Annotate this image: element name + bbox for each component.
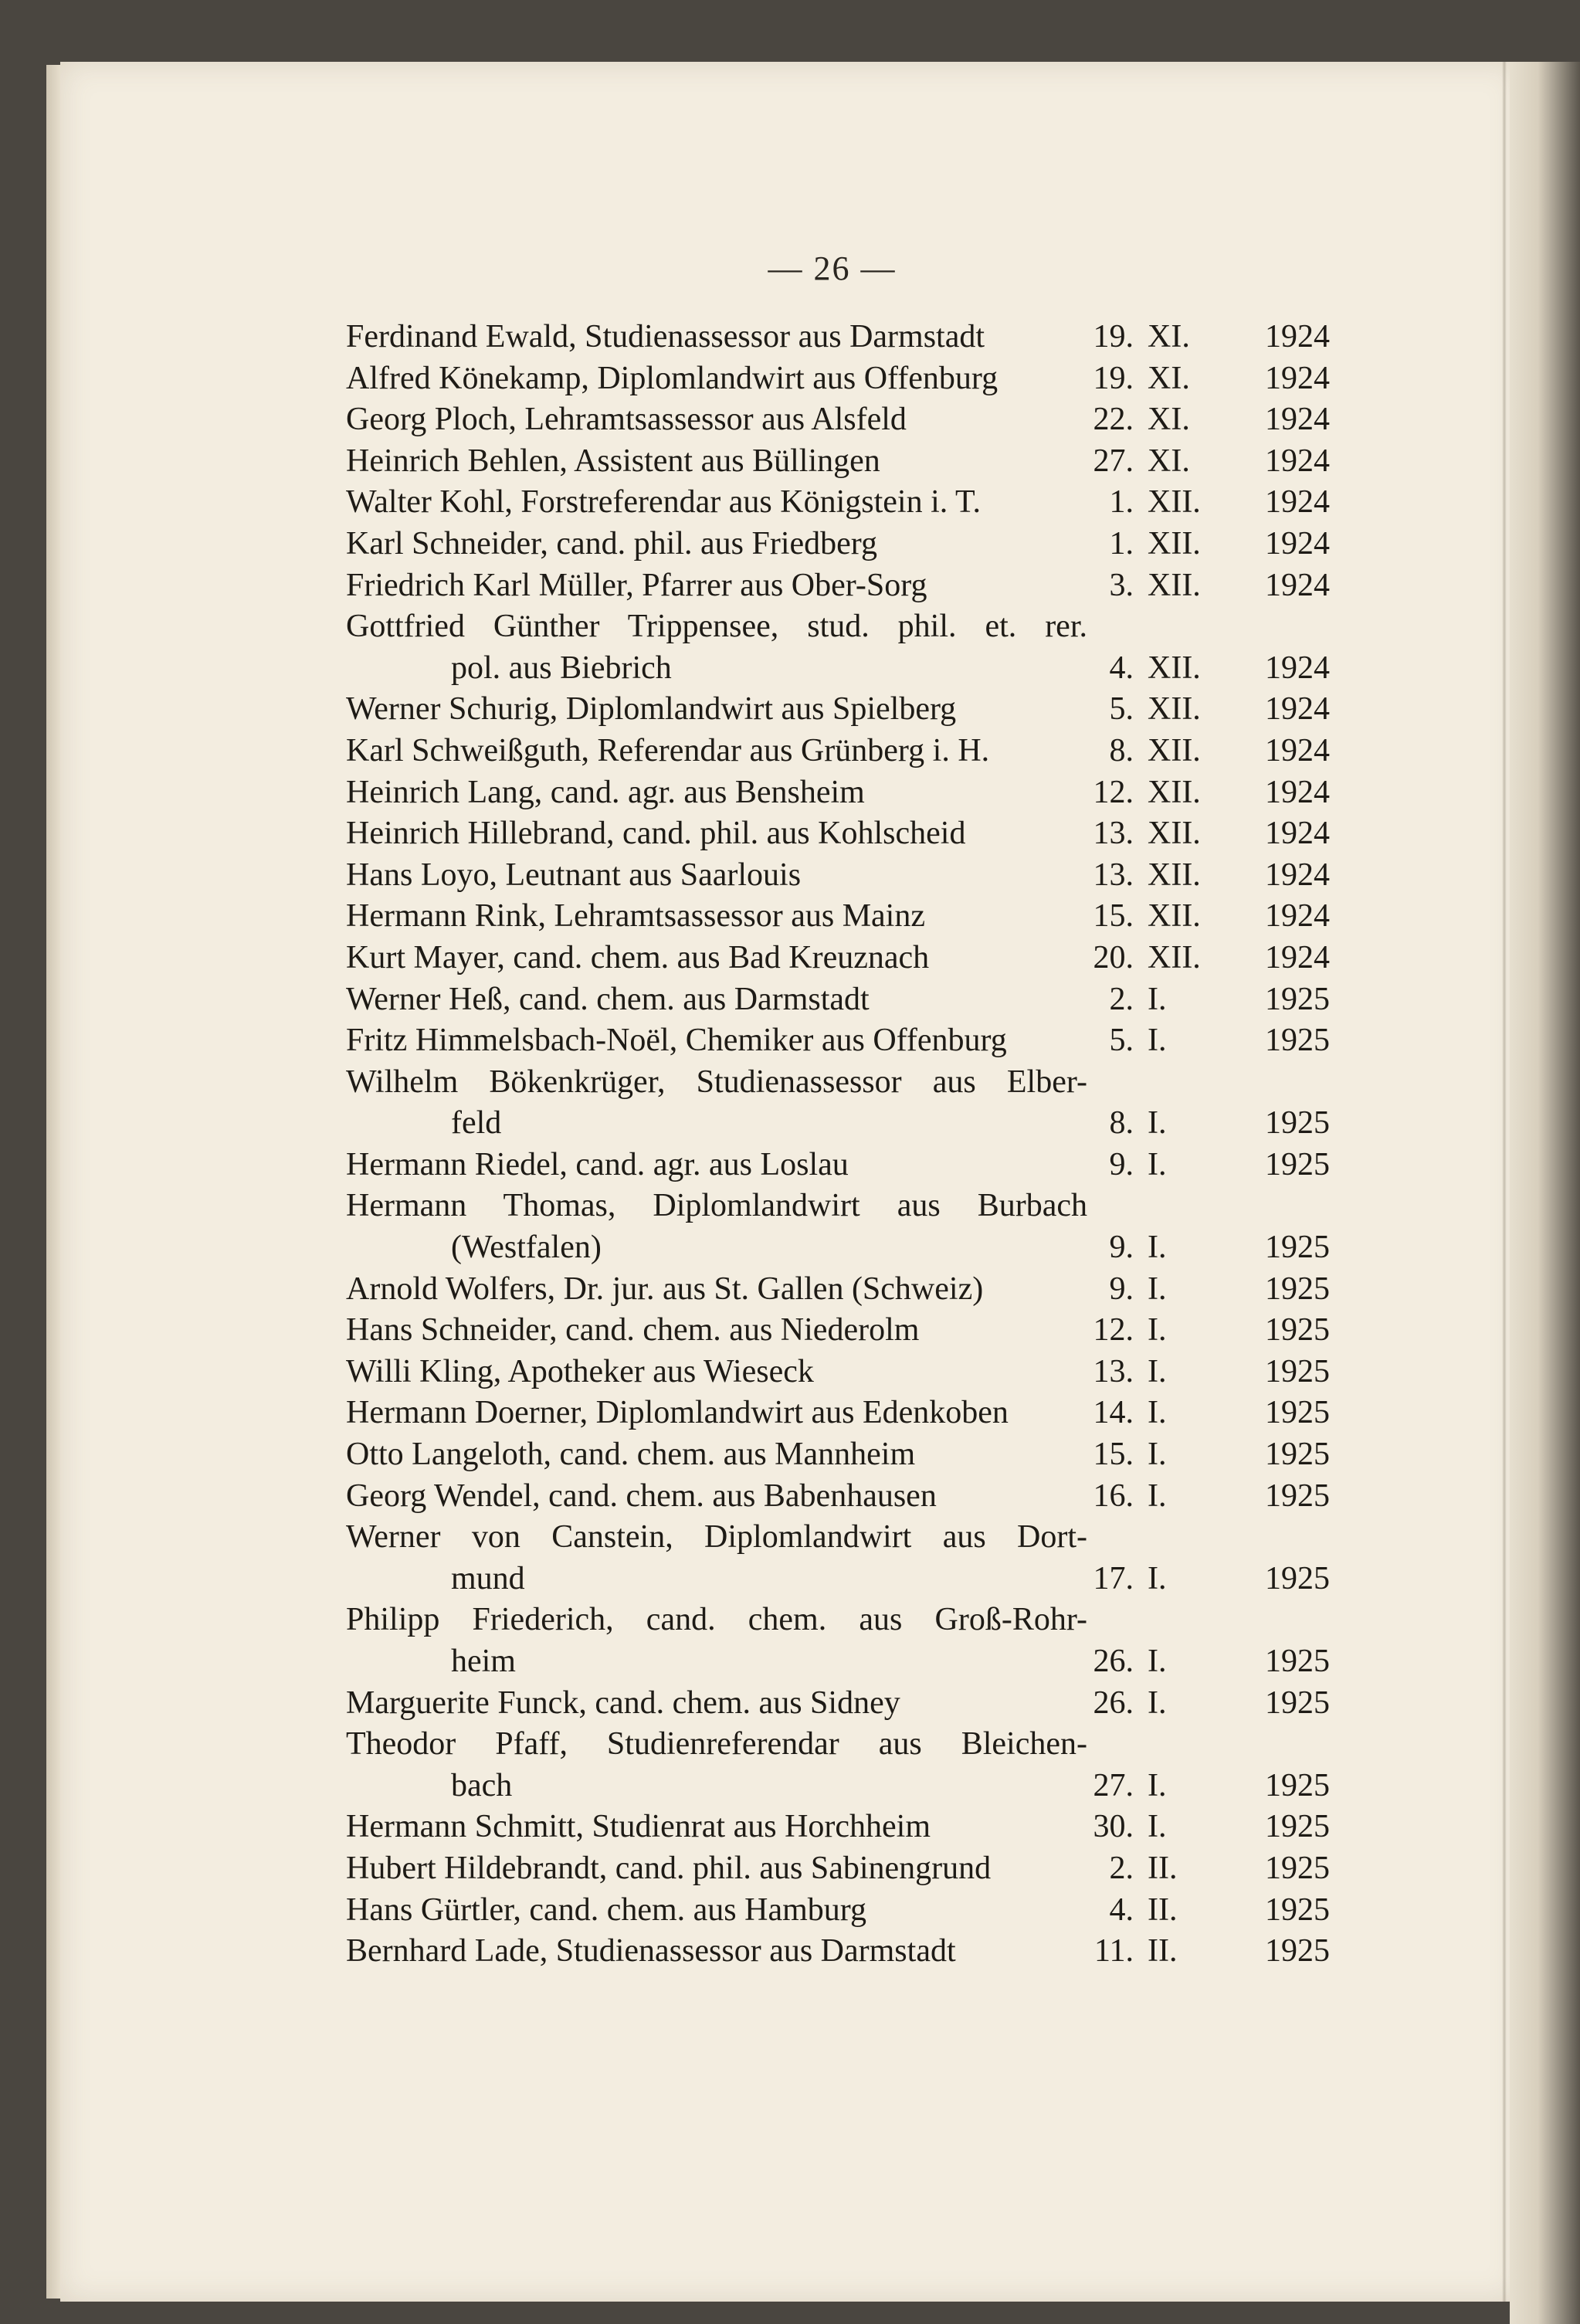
entry-year: 1925 bbox=[1265, 1891, 1330, 1928]
entry-name: Otto Langeloth, cand. chem. aus Mannheim bbox=[346, 1437, 916, 1473]
entry-year: 1925 bbox=[1265, 1684, 1330, 1721]
entry-day: 9. bbox=[1109, 1271, 1134, 1307]
entry-line bbox=[346, 441, 1342, 483]
list-item bbox=[346, 1848, 1342, 1890]
list-item bbox=[346, 1476, 1342, 1518]
entry-month: I. bbox=[1148, 1684, 1167, 1721]
entry-year: 1925 bbox=[1265, 1395, 1330, 1431]
entry-month: I. bbox=[1148, 1105, 1167, 1142]
entry-year: 1925 bbox=[1265, 1850, 1330, 1886]
entry-name: Arnold Wolfers, Dr. jur. aus St. Gallen (Schweiz) bbox=[346, 1271, 984, 1307]
entry-name: Hubert Hildebrandt, cand. phil. aus Sabinengrund bbox=[346, 1850, 992, 1886]
entry-month: I. bbox=[1148, 1023, 1167, 1059]
entry-name-continued: (Westfalen) bbox=[451, 1230, 602, 1266]
entry-year: 1925 bbox=[1265, 1105, 1330, 1142]
page-number: — 26 — bbox=[768, 249, 897, 287]
entry-year: 1924 bbox=[1265, 402, 1330, 438]
entry-year: 1924 bbox=[1265, 525, 1330, 561]
entry-day: 26. bbox=[1093, 1684, 1134, 1721]
page-crease bbox=[1502, 62, 1507, 2302]
entry-month: II. bbox=[1148, 1891, 1178, 1928]
entry-day: 17. bbox=[1093, 1560, 1134, 1596]
entry-line bbox=[346, 1103, 1342, 1145]
entry-month: I. bbox=[1148, 1809, 1167, 1845]
entry-line bbox=[346, 1310, 1342, 1352]
entry-day: 15. bbox=[1093, 898, 1134, 935]
entry-line bbox=[346, 1931, 1342, 1973]
entry-line bbox=[346, 524, 1342, 565]
list-item bbox=[346, 1269, 1342, 1311]
entry-day: 2. bbox=[1109, 1850, 1134, 1886]
entry-day: 11. bbox=[1094, 1933, 1134, 1969]
entry-year: 1925 bbox=[1265, 1437, 1330, 1473]
list-item bbox=[346, 731, 1342, 772]
list-item bbox=[346, 1310, 1342, 1352]
entry-month: XII. bbox=[1148, 691, 1201, 728]
entry-line bbox=[346, 1062, 1342, 1104]
entry-line bbox=[346, 482, 1342, 524]
entry-name: Kurt Mayer, cand. chem. aus Bad Kreuznach bbox=[346, 939, 930, 975]
entry-line bbox=[346, 1434, 1342, 1476]
entry-line bbox=[346, 938, 1342, 979]
entry-month: I. bbox=[1148, 981, 1167, 1017]
entry-month: I. bbox=[1148, 1478, 1167, 1514]
entry-month: I. bbox=[1148, 1271, 1167, 1307]
entry-month: XII. bbox=[1148, 898, 1201, 935]
entry-name-continued: mund bbox=[451, 1560, 525, 1596]
entry-line bbox=[346, 358, 1342, 400]
entry-day: 12. bbox=[1093, 774, 1134, 810]
entry-year: 1924 bbox=[1265, 774, 1330, 810]
entry-name: Willi Kling, Apotheker aus Wieseck bbox=[346, 1353, 814, 1389]
entry-name: Werner Heß, cand. chem. aus Darmstadt bbox=[346, 981, 870, 1017]
entry-year: 1925 bbox=[1265, 1767, 1330, 1803]
entry-name: Georg Ploch, Lehramtsassessor aus Alsfeld bbox=[346, 402, 907, 438]
entry-month: XI. bbox=[1148, 360, 1190, 396]
entry-year: 1925 bbox=[1265, 981, 1330, 1017]
entry-month: I. bbox=[1148, 1560, 1167, 1596]
entry-line bbox=[346, 1476, 1342, 1518]
entry-name: Heinrich Behlen, Assistent aus Büllingen bbox=[346, 443, 880, 479]
list-item bbox=[346, 565, 1342, 607]
entry-line bbox=[346, 1766, 1342, 1807]
list-item bbox=[346, 606, 1342, 689]
list-item bbox=[346, 1683, 1342, 1725]
entry-day: 12. bbox=[1093, 1312, 1134, 1349]
entry-line bbox=[346, 772, 1342, 814]
entry-month: I. bbox=[1148, 1395, 1167, 1431]
entry-line bbox=[346, 565, 1342, 607]
entry-name: Karl Schneider, cand. phil. aus Friedberg bbox=[346, 525, 878, 561]
entry-line bbox=[346, 1641, 1342, 1683]
list-item bbox=[346, 1393, 1342, 1434]
entry-name: Hermann Riedel, cand. agr. aus Loslau bbox=[346, 1146, 849, 1182]
entry-line bbox=[346, 1020, 1342, 1062]
entry-year: 1924 bbox=[1265, 732, 1330, 768]
entry-line bbox=[346, 1724, 1342, 1766]
entry-day: 27. bbox=[1093, 443, 1134, 479]
entry-name: Gottfried Günther Trippensee, stud. phil. et. rer. bbox=[346, 609, 1087, 645]
entry-month: I. bbox=[1148, 1312, 1167, 1349]
entry-day: 8. bbox=[1109, 1105, 1134, 1142]
list-item bbox=[346, 1434, 1342, 1476]
entry-name: Philipp Friederich, cand. chem. aus Groß-Rohr- bbox=[346, 1602, 1087, 1638]
entry-month: II. bbox=[1148, 1850, 1178, 1886]
list-item bbox=[346, 1517, 1342, 1600]
list-item bbox=[346, 1352, 1342, 1393]
entry-line bbox=[346, 1559, 1342, 1600]
entry-year: 1925 bbox=[1265, 1023, 1330, 1059]
entry-year: 1924 bbox=[1265, 816, 1330, 852]
entry-year: 1924 bbox=[1265, 691, 1330, 728]
entry-line bbox=[346, 731, 1342, 772]
entry-day: 3. bbox=[1109, 567, 1134, 603]
list-item bbox=[346, 1724, 1342, 1807]
entry-line bbox=[346, 689, 1342, 731]
entry-month: II. bbox=[1148, 1933, 1178, 1969]
entry-year: 1924 bbox=[1265, 484, 1330, 521]
entry-year: 1925 bbox=[1265, 1271, 1330, 1307]
entry-line bbox=[346, 979, 1342, 1021]
list-item bbox=[346, 358, 1342, 400]
entry-line bbox=[346, 648, 1342, 690]
entry-line bbox=[346, 896, 1342, 938]
entry-month: XII. bbox=[1148, 774, 1201, 810]
entry-line bbox=[346, 813, 1342, 855]
list-item bbox=[346, 1186, 1342, 1268]
entry-year: 1925 bbox=[1265, 1560, 1330, 1596]
entry-day: 13. bbox=[1093, 1353, 1134, 1389]
entry-month: XI. bbox=[1148, 443, 1190, 479]
entry-line bbox=[346, 1227, 1342, 1269]
entry-day: 14. bbox=[1093, 1395, 1134, 1431]
entry-year: 1924 bbox=[1265, 567, 1330, 603]
entry-year: 1925 bbox=[1265, 1146, 1330, 1182]
entry-day: 27. bbox=[1093, 1767, 1134, 1803]
entry-line bbox=[346, 1352, 1342, 1393]
entry-month: I. bbox=[1148, 1644, 1167, 1679]
entry-year: 1925 bbox=[1265, 1353, 1330, 1389]
entry-name: Hermann Doerner, Diplomlandwirt aus Edenkoben bbox=[346, 1395, 1009, 1431]
list-item bbox=[346, 772, 1342, 814]
entry-name: Werner von Canstein, Diplomlandwirt aus Dort- bbox=[346, 1519, 1087, 1556]
entry-line bbox=[346, 855, 1342, 897]
entry-day: 16. bbox=[1093, 1478, 1134, 1514]
entry-day: 2. bbox=[1109, 981, 1134, 1017]
entry-line bbox=[346, 606, 1342, 648]
list-item bbox=[346, 1062, 1342, 1145]
list-item bbox=[346, 1807, 1342, 1848]
list-item bbox=[346, 524, 1342, 565]
list-item bbox=[346, 1600, 1342, 1682]
entry-month: XII. bbox=[1148, 650, 1201, 686]
list-item bbox=[346, 689, 1342, 731]
entry-line bbox=[346, 1186, 1342, 1227]
entry-day: 19. bbox=[1093, 360, 1134, 396]
entry-name-continued: bach bbox=[451, 1767, 513, 1803]
entry-name: Karl Schweißguth, Referendar aus Grünberg i. H. bbox=[346, 732, 990, 768]
entry-name: Hermann Rink, Lehramtsassessor aus Mainz bbox=[346, 898, 925, 935]
entry-line bbox=[346, 1600, 1342, 1641]
entry-line bbox=[346, 399, 1342, 441]
entry-day: 5. bbox=[1109, 691, 1134, 728]
entry-line bbox=[346, 317, 1342, 358]
entry-name: Marguerite Funck, cand. chem. aus Sidney bbox=[346, 1684, 900, 1721]
page-edge-right bbox=[1510, 62, 1580, 2324]
entry-day: 26. bbox=[1093, 1644, 1134, 1679]
entry-line bbox=[346, 1683, 1342, 1725]
entry-name: Alfred Könekamp, Diplomlandwirt aus Offenburg bbox=[346, 360, 999, 396]
entry-day: 9. bbox=[1109, 1146, 1134, 1182]
entry-line bbox=[346, 1848, 1342, 1890]
entry-name: Hermann Schmitt, Studienrat aus Horchheim bbox=[346, 1809, 931, 1845]
entry-name: Hermann Thomas, Diplomlandwirt aus Burbach bbox=[346, 1188, 1087, 1224]
entry-name: Bernhard Lade, Studienassessor aus Darmstadt bbox=[346, 1933, 956, 1969]
entry-name: Hans Schneider, cand. chem. aus Niederolm bbox=[346, 1312, 920, 1349]
entry-name: Friedrich Karl Müller, Pfarrer aus Ober-Sorg bbox=[346, 567, 927, 603]
entry-month: XII. bbox=[1148, 732, 1201, 768]
entry-year: 1925 bbox=[1265, 1644, 1330, 1679]
entry-month: I. bbox=[1148, 1146, 1167, 1182]
entry-name: Werner Schurig, Diplomlandwirt aus Spielberg bbox=[346, 691, 957, 728]
entry-year: 1924 bbox=[1265, 857, 1330, 893]
entry-name: Hans Loyo, Leutnant aus Saarlouis bbox=[346, 857, 802, 893]
entry-name: Ferdinand Ewald, Studienassessor aus Darmstadt bbox=[346, 319, 985, 355]
entry-month: XII. bbox=[1148, 857, 1201, 893]
entry-year: 1925 bbox=[1265, 1312, 1330, 1349]
entry-month: XII. bbox=[1148, 939, 1201, 975]
list-item bbox=[346, 1931, 1342, 1973]
entry-day: 4. bbox=[1109, 1891, 1134, 1928]
entry-year: 1924 bbox=[1265, 443, 1330, 479]
list-item bbox=[346, 813, 1342, 855]
entry-month: I. bbox=[1148, 1353, 1167, 1389]
entry-year: 1924 bbox=[1265, 319, 1330, 355]
entry-name: Georg Wendel, cand. chem. aus Babenhausen bbox=[346, 1478, 937, 1514]
entry-name: Heinrich Hillebrand, cand. phil. aus Kohlscheid bbox=[346, 816, 966, 852]
entry-line bbox=[346, 1517, 1342, 1559]
entry-day: 15. bbox=[1093, 1437, 1134, 1473]
entry-month: I. bbox=[1148, 1230, 1167, 1266]
entry-day: 4. bbox=[1109, 650, 1134, 686]
entry-month: XI. bbox=[1148, 319, 1190, 355]
entry-name: Wilhelm Bökenkrüger, Studienassessor aus Elber- bbox=[346, 1064, 1087, 1100]
list-item bbox=[346, 399, 1342, 441]
entry-year: 1924 bbox=[1265, 898, 1330, 935]
entry-year: 1924 bbox=[1265, 650, 1330, 686]
entry-year: 1924 bbox=[1265, 939, 1330, 975]
entry-year: 1925 bbox=[1265, 1809, 1330, 1845]
entry-month: XII. bbox=[1148, 567, 1201, 603]
entry-name-continued: pol. aus Biebrich bbox=[451, 650, 672, 686]
entry-day: 5. bbox=[1109, 1023, 1134, 1059]
entry-day: 8. bbox=[1109, 732, 1134, 768]
list-item bbox=[346, 1020, 1342, 1062]
entry-day: 1. bbox=[1109, 525, 1134, 561]
list-item bbox=[346, 1145, 1342, 1186]
entry-year: 1925 bbox=[1265, 1933, 1330, 1969]
list-item bbox=[346, 979, 1342, 1021]
entry-line bbox=[346, 1393, 1342, 1434]
entry-name-continued: feld bbox=[451, 1105, 502, 1142]
entry-month: XII. bbox=[1148, 816, 1201, 852]
entry-name: Fritz Himmelsbach-Noël, Chemiker aus Offenburg bbox=[346, 1023, 1007, 1059]
entry-day: 30. bbox=[1093, 1809, 1134, 1845]
list-item bbox=[346, 441, 1342, 483]
list-item bbox=[346, 317, 1342, 358]
list-item bbox=[346, 1890, 1342, 1932]
list-item bbox=[346, 482, 1342, 524]
entry-day: 20. bbox=[1093, 939, 1134, 975]
entry-name: Theodor Pfaff, Studienreferendar aus Bleichen- bbox=[346, 1726, 1087, 1763]
list-item bbox=[346, 938, 1342, 979]
entry-name: Walter Kohl, Forstreferendar aus Königstein i. T. bbox=[346, 484, 982, 521]
entry-month: XII. bbox=[1148, 525, 1201, 561]
entry-month: I. bbox=[1148, 1437, 1167, 1473]
entry-year: 1925 bbox=[1265, 1478, 1330, 1514]
entry-line bbox=[346, 1807, 1342, 1848]
entry-line bbox=[346, 1269, 1342, 1311]
entry-line bbox=[346, 1890, 1342, 1932]
entry-day: 13. bbox=[1093, 857, 1134, 893]
list-item bbox=[346, 896, 1342, 938]
entry-name-continued: heim bbox=[451, 1644, 516, 1679]
entry-month: I. bbox=[1148, 1767, 1167, 1803]
entry-list bbox=[346, 317, 1342, 1973]
entry-name: Heinrich Lang, cand. agr. aus Bensheim bbox=[346, 774, 865, 810]
entry-name: Hans Gürtler, cand. chem. aus Hamburg bbox=[346, 1891, 867, 1928]
entry-day: 9. bbox=[1109, 1230, 1134, 1266]
entry-line bbox=[346, 1145, 1342, 1186]
entry-day: 1. bbox=[1109, 484, 1134, 521]
entry-year: 1925 bbox=[1265, 1230, 1330, 1266]
entry-day: 22. bbox=[1093, 402, 1134, 438]
entry-day: 13. bbox=[1093, 816, 1134, 852]
entry-month: XII. bbox=[1148, 484, 1201, 521]
entry-month: XI. bbox=[1148, 402, 1190, 438]
list-item bbox=[346, 855, 1342, 897]
entry-day: 19. bbox=[1093, 319, 1134, 355]
entry-year: 1924 bbox=[1265, 360, 1330, 396]
